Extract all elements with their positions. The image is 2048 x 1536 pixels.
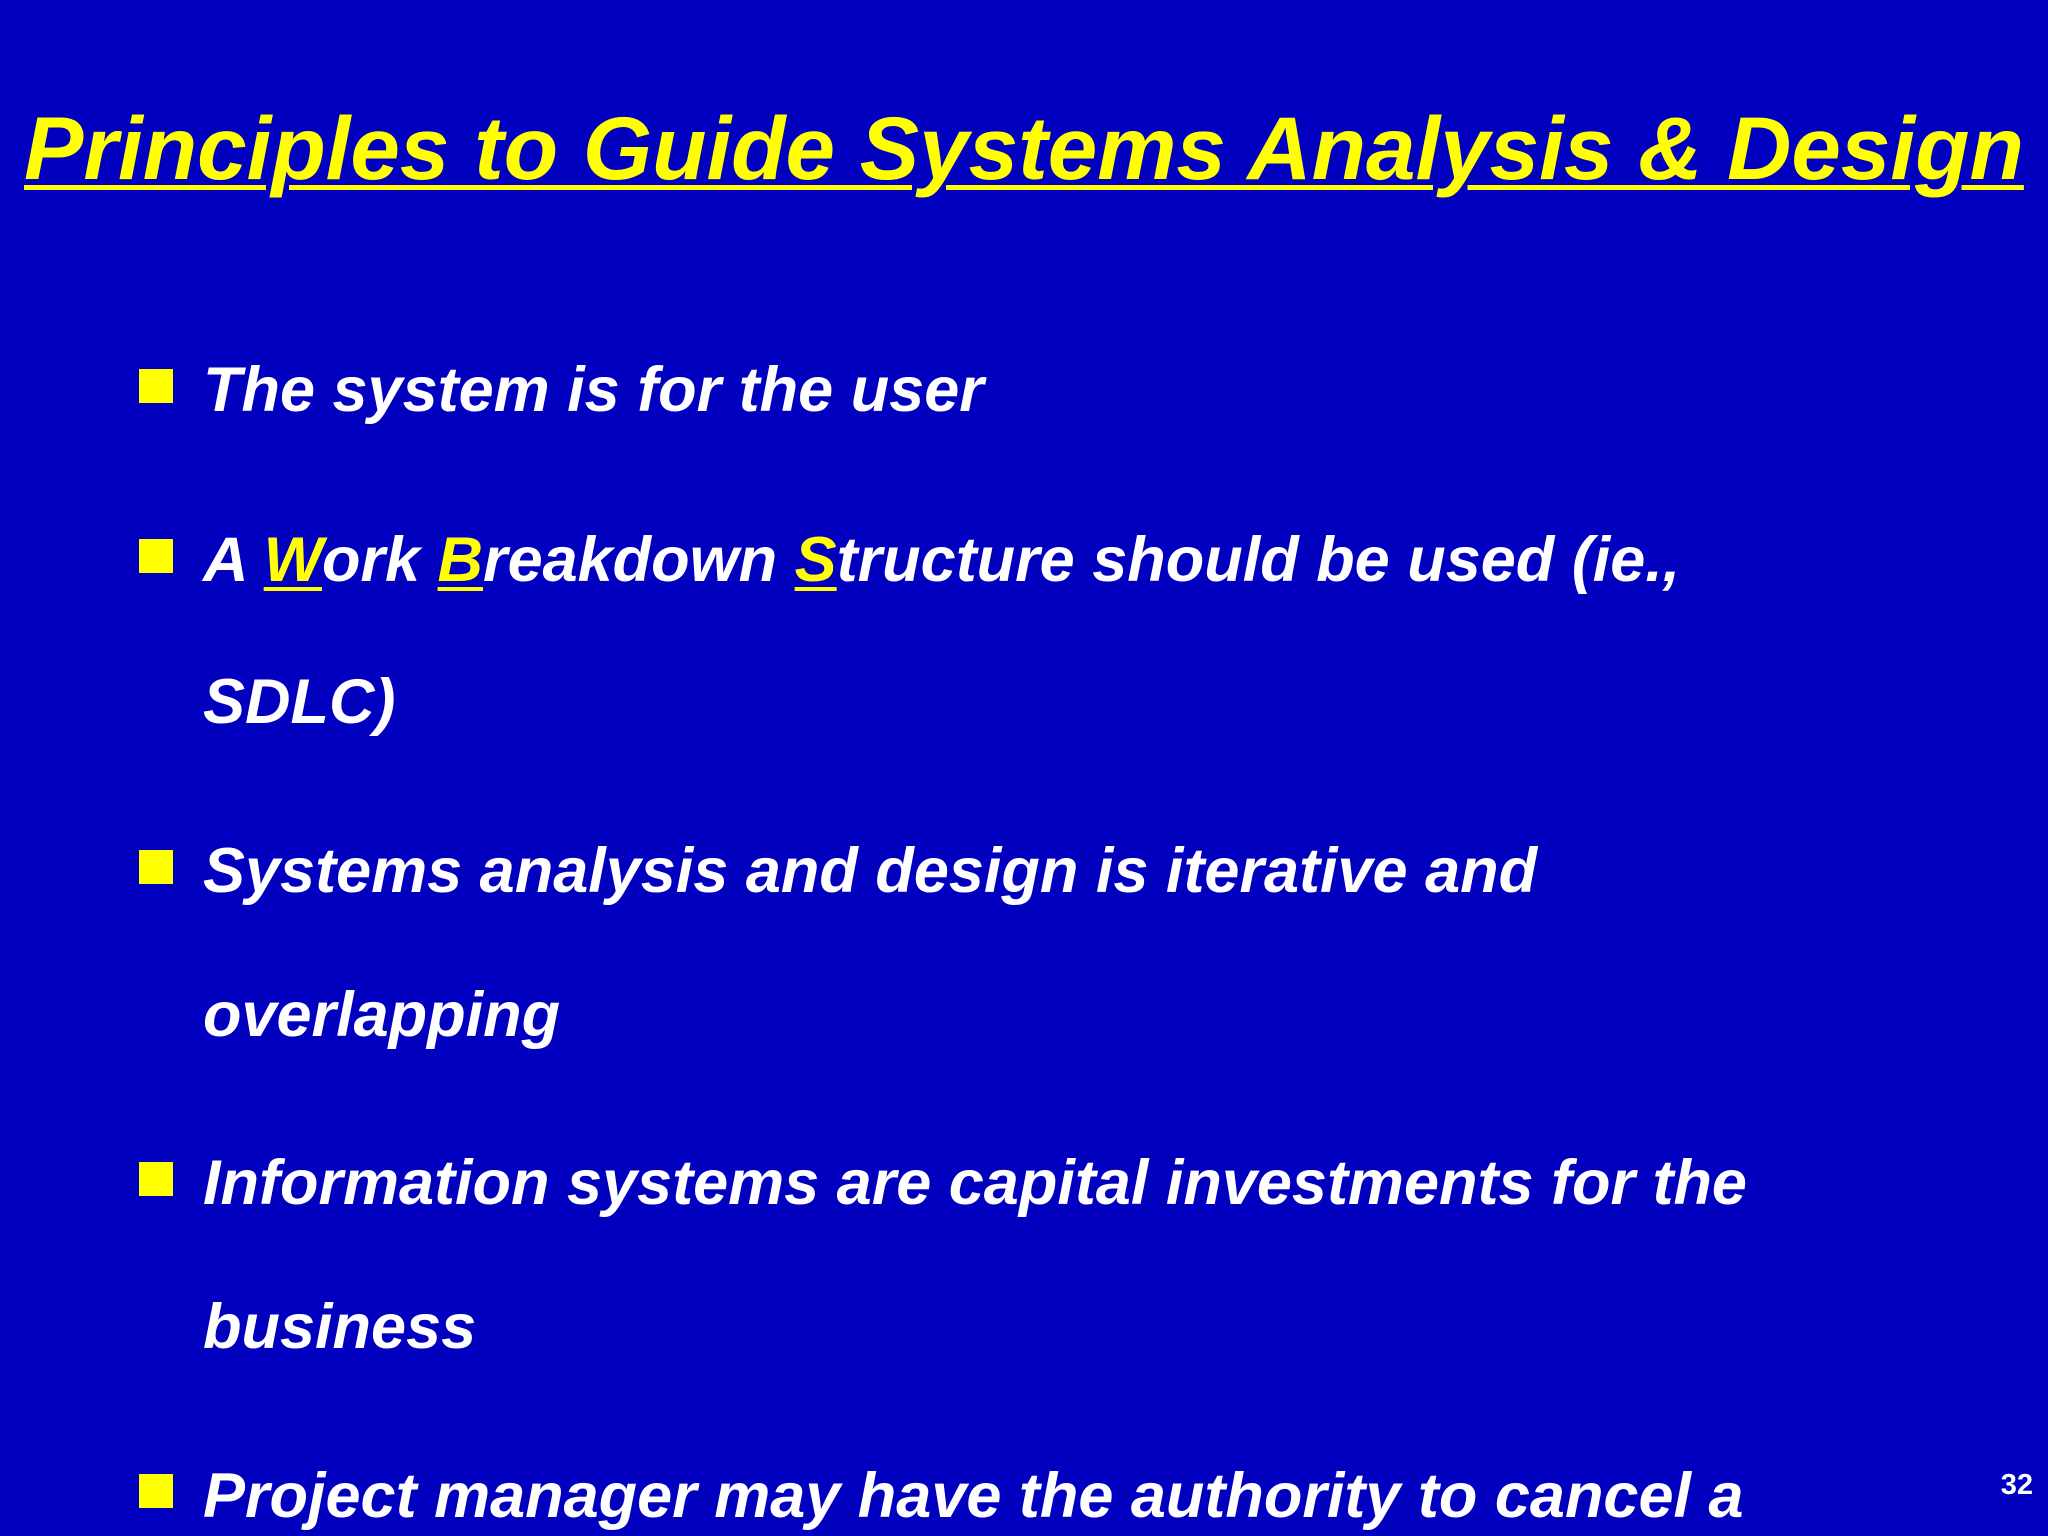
bullet-text-4-line-2: business	[203, 1292, 477, 1362]
bullet-text-3-line-2: overlapping	[203, 980, 561, 1050]
page-number: 32	[2000, 1469, 2033, 1501]
bullet-marker	[139, 369, 173, 403]
bullet-marker	[139, 850, 173, 884]
bullet-marker	[139, 1162, 173, 1196]
bullet-marker	[139, 1474, 173, 1508]
bullet-text-1: The system is for the user	[203, 355, 984, 425]
bullet-text-segment: tructure should be used (ie.,	[836, 525, 1681, 595]
acronym-letter-b: B	[437, 525, 484, 595]
bullet-text-5: Project manager may have the authority to cancel a	[203, 1461, 1744, 1531]
bullet-text-4-line-1: Information systems are capital investments for the	[203, 1148, 1747, 1218]
bullet-marker	[139, 539, 173, 573]
bullet-text-3-line-1: Systems analysis and design is iterative and	[203, 836, 1538, 906]
bullet-text-2-line-2: SDLC)	[203, 667, 396, 737]
bullet-text-segment: A	[203, 525, 264, 595]
bullet-text-segment: ork	[322, 525, 438, 595]
slide-title: Principles to Guide Systems Analysis & Design	[24, 98, 2024, 198]
acronym-letter-s: S	[794, 525, 837, 595]
bullet-text-2-line-1	[203, 522, 1903, 598]
acronym-letter-w: W	[263, 525, 322, 595]
bullet-text-segment: reakdown	[483, 525, 795, 595]
